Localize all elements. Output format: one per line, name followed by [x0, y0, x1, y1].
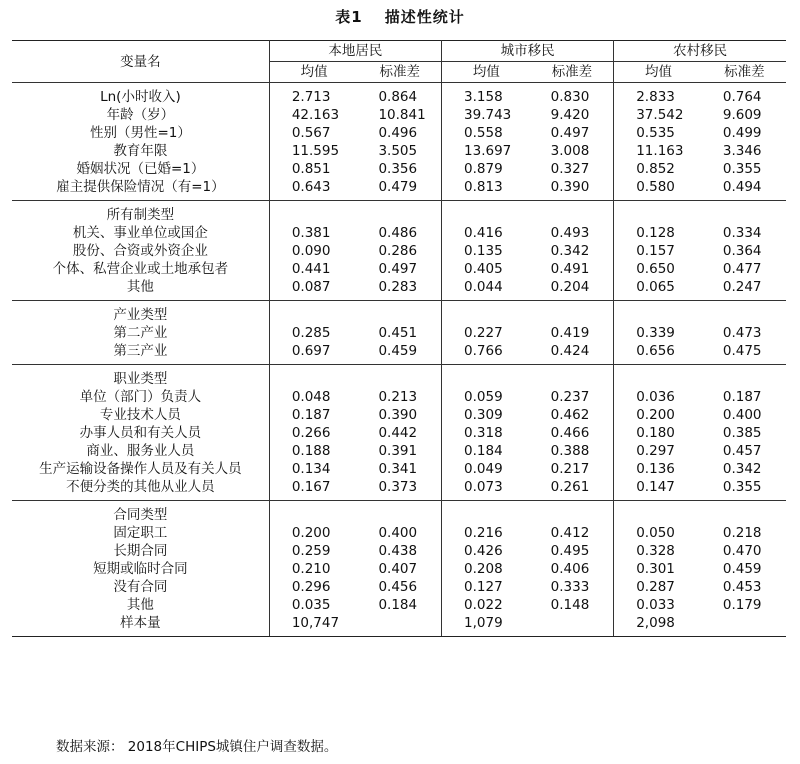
mean-cell: 0.643	[269, 178, 358, 201]
sd-cell: 0.342	[722, 461, 762, 477]
sd-cell: 0.187	[722, 389, 762, 405]
empty-cell	[703, 365, 786, 389]
table-row	[12, 560, 786, 578]
sd-cell: 0.184	[358, 596, 441, 614]
table-row	[12, 342, 786, 365]
mean-cell: 0.167	[269, 478, 358, 501]
group-header-urban-migrant: 城市移民	[442, 41, 614, 62]
mean-cell: 0.065	[614, 278, 703, 301]
sd-cell: 0.497	[358, 260, 441, 278]
sd-cell: 0.364	[722, 243, 762, 259]
sd-cell: 0.494	[703, 178, 786, 201]
sd-cell: 0.390	[531, 178, 614, 201]
section-heading-row	[12, 201, 786, 225]
sd-cell: 0.356	[358, 160, 441, 178]
mean-cell: 2.833	[636, 89, 675, 105]
sd-cell: 0.247	[703, 278, 786, 301]
mean-cell: 0.405	[464, 261, 503, 277]
mean-cell: 0.135	[464, 243, 503, 259]
empty-cell	[269, 301, 358, 325]
sd-cell: 0.217	[531, 460, 614, 478]
sd-cell: 0.479	[358, 178, 441, 201]
empty-cell	[614, 501, 703, 525]
sd-cell: 0.462	[531, 406, 614, 424]
section-heading-row	[12, 365, 786, 389]
table-row	[12, 460, 786, 478]
mean-cell: 0.022	[464, 597, 503, 613]
row-label: 生产运输设备操作人员及有关人员	[12, 460, 269, 478]
row-label: 第二产业	[12, 324, 269, 342]
mean-cell: 0.426	[464, 543, 503, 559]
sd-cell: 0.179	[722, 597, 762, 613]
section-heading: 产业类型	[12, 301, 269, 325]
mean-cell: 0.287	[636, 579, 675, 595]
table-row	[12, 160, 786, 178]
mean-cell: 10,747	[269, 614, 358, 637]
mean-cell: 0.208	[464, 561, 503, 577]
mean-cell: 0.813	[442, 178, 531, 201]
mean-cell: 0.297	[636, 443, 675, 459]
mean-cell: 1,079	[442, 614, 531, 637]
mean-cell: 0.309	[464, 407, 503, 423]
sd-cell: 0.456	[358, 578, 441, 596]
sd-cell: 0.475	[703, 342, 786, 365]
mean-cell: 0.049	[464, 461, 503, 477]
table-row	[12, 424, 786, 442]
mean-cell: 0.087	[269, 278, 358, 301]
sd-cell: 0.390	[358, 406, 441, 424]
sd-cell: 10.841	[358, 106, 441, 124]
row-label: 性别（男性=1）	[12, 124, 269, 142]
row-label: Ln(小时收入)	[12, 83, 269, 107]
table-header	[12, 41, 786, 83]
mean-cell: 0.216	[464, 525, 503, 541]
section-heading-row	[12, 501, 786, 525]
empty-cell	[442, 201, 531, 225]
mean-header: 均值	[614, 62, 703, 83]
sd-cell: 0.355	[722, 161, 762, 177]
sd-cell: 0.204	[531, 278, 614, 301]
mean-cell: 0.567	[291, 125, 331, 141]
sd-cell: 3.346	[722, 143, 762, 159]
sd-cell: 0.412	[531, 524, 614, 542]
table-row	[12, 406, 786, 424]
sd-cell: 0.495	[531, 542, 614, 560]
row-label: 短期或临时合同	[12, 560, 269, 578]
table-title	[0, 6, 800, 27]
sd-cell	[703, 614, 786, 637]
mean-cell: 0.147	[614, 478, 703, 501]
mean-cell: 0.852	[636, 161, 675, 177]
mean-cell: 11.595	[291, 143, 340, 159]
sd-cell: 0.470	[722, 543, 762, 559]
empty-cell	[358, 301, 441, 325]
mean-cell: 0.851	[291, 161, 331, 177]
row-label: 样本量	[12, 614, 269, 637]
sd-cell: 0.438	[358, 542, 441, 560]
table-row	[12, 524, 786, 542]
mean-cell: 0.285	[291, 325, 331, 341]
empty-cell	[614, 301, 703, 325]
sd-cell: 0.499	[722, 125, 762, 141]
sd-cell: 0.496	[358, 124, 441, 142]
table-row	[12, 142, 786, 160]
empty-cell	[531, 365, 614, 389]
row-label: 其他	[12, 596, 269, 614]
mean-cell: 0.090	[291, 243, 331, 259]
mean-cell: 0.059	[464, 389, 503, 405]
mean-cell: 0.580	[614, 178, 703, 201]
sd-cell: 0.334	[722, 225, 762, 241]
table-row	[12, 442, 786, 460]
sd-cell: 0.213	[358, 388, 441, 406]
sd-cell: 0.385	[722, 425, 762, 441]
mean-cell: 2,098	[614, 614, 703, 637]
sd-cell: 0.459	[722, 561, 762, 577]
sd-cell: 0.864	[358, 83, 441, 107]
sd-cell: 0.453	[722, 579, 762, 595]
mean-cell: 0.035	[291, 597, 331, 613]
sd-cell: 0.442	[358, 424, 441, 442]
empty-cell	[531, 501, 614, 525]
sd-cell: 0.341	[358, 460, 441, 478]
table-row	[12, 178, 786, 201]
mean-cell: 0.259	[291, 543, 331, 559]
table-row	[12, 124, 786, 142]
mean-cell: 39.743	[464, 107, 512, 123]
sd-cell	[531, 614, 614, 637]
sd-header: 标准差	[703, 62, 786, 83]
sd-header: 标准差	[358, 62, 441, 83]
row-label: 第三产业	[12, 342, 269, 365]
mean-cell: 0.697	[269, 342, 358, 365]
mean-cell: 0.441	[291, 261, 331, 277]
mean-cell: 11.163	[636, 143, 684, 159]
sd-cell: 0.473	[722, 325, 762, 341]
mean-cell: 0.301	[636, 561, 675, 577]
sd-cell: 0.355	[703, 478, 786, 501]
mean-cell: 2.713	[291, 89, 331, 105]
sd-cell: 0.407	[358, 560, 441, 578]
sd-cell: 0.373	[358, 478, 441, 501]
table-row	[12, 578, 786, 596]
mean-cell: 0.227	[464, 325, 503, 341]
sd-cell: 0.451	[358, 324, 441, 342]
row-label: 股份、合资或外资企业	[12, 242, 269, 260]
sd-cell: 0.283	[358, 278, 441, 301]
sd-cell: 3.505	[358, 142, 441, 160]
empty-cell	[358, 365, 441, 389]
mean-cell: 0.073	[442, 478, 531, 501]
sd-cell: 9.609	[722, 107, 762, 123]
mean-cell: 0.210	[291, 561, 331, 577]
section-heading: 所有制类型	[12, 201, 269, 225]
source-note: 数据来源： 2018年CHIPS城镇住户调查数据。	[56, 739, 338, 755]
row-label: 婚姻状况（已婚=1）	[12, 160, 269, 178]
empty-cell	[531, 201, 614, 225]
group-header-rural-migrant: 农村移民	[614, 41, 786, 62]
mean-header: 均值	[442, 62, 531, 83]
mean-cell: 0.416	[464, 225, 503, 241]
row-label: 其他	[12, 278, 269, 301]
empty-cell	[358, 501, 441, 525]
mean-cell: 0.339	[636, 325, 675, 341]
row-label: 不便分类的其他从业人员	[12, 478, 269, 501]
sd-cell: 0.237	[531, 388, 614, 406]
sd-cell: 0.333	[531, 578, 614, 596]
table-row	[12, 278, 786, 301]
mean-cell: 3.158	[464, 89, 503, 105]
mean-cell: 0.296	[291, 579, 331, 595]
mean-cell: 0.050	[636, 525, 675, 541]
sd-cell: 0.261	[531, 478, 614, 501]
empty-cell	[703, 201, 786, 225]
sd-cell: 0.764	[722, 89, 762, 105]
mean-cell: 0.318	[464, 425, 503, 441]
row-label: 机关、事业单位或国企	[12, 224, 269, 242]
table-body	[12, 83, 786, 637]
mean-cell: 0.184	[464, 443, 503, 459]
row-label: 没有合同	[12, 578, 269, 596]
mean-cell: 0.381	[291, 225, 331, 241]
sd-cell: 0.466	[531, 424, 614, 442]
empty-cell	[442, 365, 531, 389]
sd-cell: 0.327	[531, 160, 614, 178]
mean-cell: 0.127	[464, 579, 503, 595]
variable-header: 变量名	[12, 41, 269, 83]
empty-cell	[531, 301, 614, 325]
sd-cell: 0.424	[531, 342, 614, 365]
section-heading-row	[12, 301, 786, 325]
mean-cell: 0.036	[636, 389, 675, 405]
mean-cell: 0.266	[291, 425, 331, 441]
sd-cell: 0.830	[531, 83, 614, 107]
mean-cell: 0.188	[291, 443, 331, 459]
empty-cell	[703, 301, 786, 325]
sd-cell: 0.493	[531, 224, 614, 242]
sd-cell: 0.459	[358, 342, 441, 365]
sd-cell: 3.008	[531, 142, 614, 160]
mean-cell: 0.136	[636, 461, 675, 477]
mean-cell: 0.044	[442, 278, 531, 301]
empty-cell	[703, 501, 786, 525]
mean-cell: 0.879	[464, 161, 503, 177]
empty-cell	[269, 501, 358, 525]
table-row	[12, 106, 786, 124]
sd-cell: 0.342	[531, 242, 614, 260]
mean-cell: 0.650	[636, 261, 675, 277]
table-row	[12, 260, 786, 278]
sd-cell: 0.218	[722, 525, 762, 541]
sd-cell: 0.388	[531, 442, 614, 460]
table-row	[12, 614, 786, 637]
mean-cell: 0.766	[442, 342, 531, 365]
sd-cell	[358, 614, 441, 637]
sd-cell: 0.477	[722, 261, 762, 277]
sd-cell: 9.420	[531, 106, 614, 124]
row-label: 固定职工	[12, 524, 269, 542]
sd-cell: 0.486	[358, 224, 441, 242]
sd-cell: 0.391	[358, 442, 441, 460]
empty-cell	[358, 201, 441, 225]
row-label: 办事人员和有关人员	[12, 424, 269, 442]
mean-cell: 0.033	[636, 597, 675, 613]
descriptive-statistics-table	[12, 40, 786, 637]
mean-cell: 0.128	[636, 225, 675, 241]
mean-cell: 0.200	[636, 407, 675, 423]
row-label: 雇主提供保险情况（有=1）	[12, 178, 269, 201]
row-label: 个体、私营企业或土地承包者	[12, 260, 269, 278]
table-row	[12, 388, 786, 406]
sd-cell: 0.286	[358, 242, 441, 260]
sd-cell: 0.497	[531, 124, 614, 142]
row-label: 单位（部门）负责人	[12, 388, 269, 406]
sd-cell: 0.400	[358, 524, 441, 542]
mean-cell: 0.048	[291, 389, 331, 405]
table-row	[12, 83, 786, 107]
table-caption: 描述性统计	[384, 8, 465, 26]
empty-cell	[442, 501, 531, 525]
table-row	[12, 478, 786, 501]
sd-cell: 0.419	[531, 324, 614, 342]
mean-cell: 0.157	[636, 243, 675, 259]
mean-cell: 0.535	[636, 125, 675, 141]
row-label: 专业技术人员	[12, 406, 269, 424]
mean-cell: 0.200	[291, 525, 331, 541]
sd-header: 标准差	[531, 62, 614, 83]
mean-cell: 37.542	[636, 107, 684, 123]
sd-cell: 0.491	[531, 260, 614, 278]
row-label: 年龄（岁）	[12, 106, 269, 124]
table-row	[12, 542, 786, 560]
mean-cell: 0.558	[464, 125, 503, 141]
mean-cell: 0.187	[291, 407, 331, 423]
mean-cell: 13.697	[464, 143, 512, 159]
section-heading: 合同类型	[12, 501, 269, 525]
table-row	[12, 596, 786, 614]
sd-cell: 0.400	[722, 407, 762, 423]
empty-cell	[442, 301, 531, 325]
row-label: 商业、服务业人员	[12, 442, 269, 460]
mean-cell: 0.134	[291, 461, 331, 477]
mean-cell: 0.656	[614, 342, 703, 365]
table-row	[12, 324, 786, 342]
table-row	[12, 242, 786, 260]
sd-cell: 0.406	[531, 560, 614, 578]
sd-cell: 0.457	[722, 443, 762, 459]
section-heading: 职业类型	[12, 365, 269, 389]
mean-cell: 0.180	[636, 425, 675, 441]
mean-header: 均值	[269, 62, 358, 83]
row-label: 教育年限	[12, 142, 269, 160]
table-number: 表1	[335, 8, 363, 26]
table-row	[12, 224, 786, 242]
empty-cell	[614, 365, 703, 389]
empty-cell	[269, 365, 358, 389]
mean-cell: 0.328	[636, 543, 675, 559]
sd-cell: 0.148	[531, 596, 614, 614]
group-header-local: 本地居民	[269, 41, 441, 62]
empty-cell	[269, 201, 358, 225]
empty-cell	[614, 201, 703, 225]
mean-cell: 42.163	[291, 107, 340, 123]
row-label: 长期合同	[12, 542, 269, 560]
